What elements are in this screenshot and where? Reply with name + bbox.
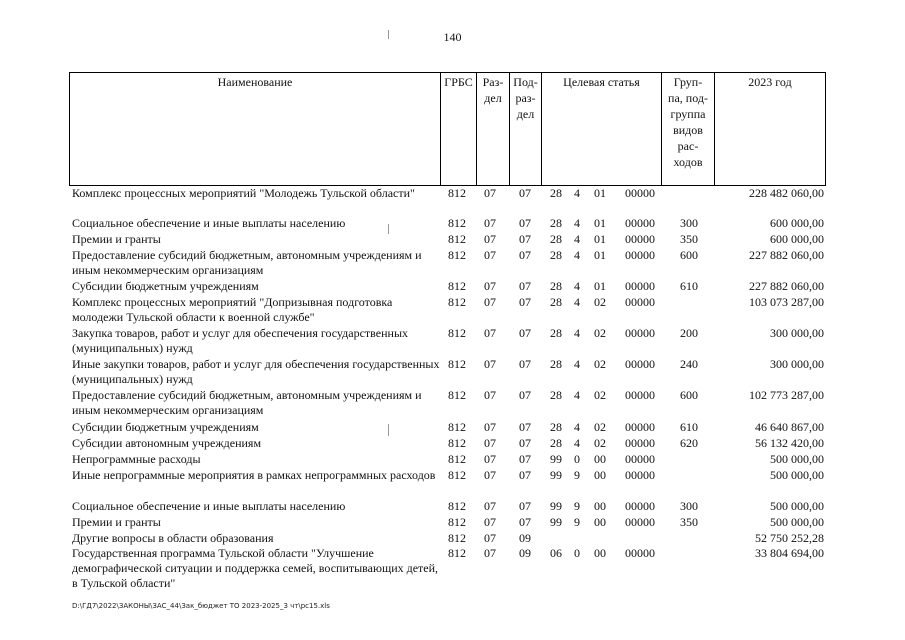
cell-podr: 07 [519, 388, 531, 402]
cell-grp: 610 [680, 279, 698, 293]
cell-cs2: 4 [574, 216, 580, 230]
cell-cs1: 99 [550, 452, 562, 466]
cell-razd: 07 [484, 232, 496, 246]
cell-cs1: 28 [550, 186, 562, 200]
cell-podr: 07 [519, 420, 531, 434]
cell-razd: 07 [484, 452, 496, 466]
scan-mark [388, 224, 389, 234]
cell-sum: 500 000,00 [770, 468, 824, 482]
cell-cs1: 28 [550, 295, 562, 309]
cell-cs4: 00000 [625, 546, 655, 560]
cell-name: Субсидии бюджетным учреждениям [72, 279, 259, 293]
cell-cs1: 28 [550, 248, 562, 262]
cell-name: Премии и гранты [72, 515, 161, 529]
cell-cs4: 00000 [625, 515, 655, 529]
cell-cs4: 00000 [625, 436, 655, 450]
cell-sum: 300 000,00 [770, 326, 824, 340]
cell-name: Предоставление субсидий бюджетным, автономным учреждениям и иным некоммерческим организациям [72, 388, 422, 417]
cell-sum: 33 804 694,00 [755, 546, 824, 560]
cell-cs4: 00000 [625, 326, 655, 340]
cell-cs3: 01 [594, 186, 606, 200]
cell-name: Субсидии бюджетным учреждениям [72, 420, 259, 434]
cell-cs4: 00000 [625, 216, 655, 230]
cell-cs4: 00000 [625, 357, 655, 371]
cell-sum: 46 640 867,00 [755, 420, 824, 434]
cell-name: Субсидии автономным учреждениям [72, 436, 262, 450]
cell-grbs: 812 [448, 279, 466, 293]
cell-grp: 300 [680, 499, 698, 513]
cell-cs4: 00000 [625, 388, 655, 402]
page-number: 140 [443, 30, 462, 44]
cell-grbs: 812 [448, 216, 466, 230]
cell-cs3: 01 [594, 248, 606, 262]
header-razdel: Раз- дел [476, 73, 509, 185]
cell-grbs: 812 [448, 186, 466, 200]
cell-cs3: 01 [594, 279, 606, 293]
cell-cs1: 28 [550, 216, 562, 230]
cell-grbs: 812 [448, 232, 466, 246]
cell-cs3: 01 [594, 216, 606, 230]
cell-cs2: 9 [574, 515, 580, 529]
cell-cs1: 28 [550, 357, 562, 371]
cell-cs2: 4 [574, 420, 580, 434]
cell-cs1: 28 [550, 232, 562, 246]
cell-cs1: 28 [550, 420, 562, 434]
cell-grbs: 812 [448, 436, 466, 450]
cell-name: Премии и гранты [72, 232, 161, 246]
scan-mark [388, 424, 389, 436]
cell-podr: 09 [519, 531, 531, 545]
cell-cs1: 99 [550, 499, 562, 513]
cell-sum: 228 482 060,00 [749, 186, 824, 200]
cell-sum: 227 882 060,00 [749, 248, 824, 262]
cell-grbs: 812 [448, 248, 466, 262]
header-podrazdel: Под- раз- дел [509, 73, 541, 185]
cell-grp: 600 [680, 388, 698, 402]
cell-cs4: 00000 [625, 248, 655, 262]
cell-cs2: 4 [574, 232, 580, 246]
cell-grbs: 812 [448, 295, 466, 309]
cell-razd: 07 [484, 279, 496, 293]
cell-cs2: 4 [574, 326, 580, 340]
cell-cs3: 02 [594, 388, 606, 402]
cell-cs4: 00000 [625, 468, 655, 482]
file-path-footer: D:\ГД7\2022\ЗАКОНЫ\ЗАС_44\Зак_бюджет ТО 2023-2025_3 чт\рс15.xls [72, 602, 330, 610]
cell-razd: 07 [484, 326, 496, 340]
cell-cs1: 99 [550, 468, 562, 482]
cell-name: Другие вопросы в области образования [72, 531, 274, 545]
cell-cs1: 28 [550, 388, 562, 402]
cell-podr: 07 [519, 295, 531, 309]
cell-cs4: 00000 [625, 232, 655, 246]
cell-cs3: 02 [594, 420, 606, 434]
cell-cs3: 02 [594, 357, 606, 371]
cell-name: Комплекс процессных мероприятий "Молодежь Тульской области" [72, 186, 415, 200]
cell-razd: 07 [484, 186, 496, 200]
cell-razd: 07 [484, 546, 496, 560]
cell-sum: 102 773 287,00 [749, 388, 824, 402]
cell-sum: 600 000,00 [770, 216, 824, 230]
cell-sum: 500 000,00 [770, 499, 824, 513]
cell-grp: 620 [680, 436, 698, 450]
cell-cs2: 4 [574, 279, 580, 293]
cell-podr: 07 [519, 248, 531, 262]
cell-cs3: 02 [594, 295, 606, 309]
cell-grbs: 812 [448, 499, 466, 513]
cell-cs4: 00000 [625, 295, 655, 309]
cell-cs3: 00 [594, 515, 606, 529]
header-gruppa-vidov-raskhodov: Груп- па, под- группа видов рас- ходов [661, 73, 714, 185]
cell-razd: 07 [484, 468, 496, 482]
cell-sum: 600 000,00 [770, 232, 824, 246]
cell-razd: 07 [484, 420, 496, 434]
cell-cs1: 28 [550, 279, 562, 293]
cell-grp: 240 [680, 357, 698, 371]
cell-podr: 07 [519, 499, 531, 513]
cell-grp: 300 [680, 216, 698, 230]
cell-razd: 07 [484, 499, 496, 513]
cell-grp: 350 [680, 515, 698, 529]
cell-razd: 07 [484, 515, 496, 529]
cell-name: Социальное обеспечение и иные выплаты населению [72, 216, 346, 230]
cell-cs2: 4 [574, 357, 580, 371]
cell-cs3: 00 [594, 499, 606, 513]
cell-podr: 07 [519, 216, 531, 230]
cell-grbs: 812 [448, 531, 466, 545]
cell-cs4: 00000 [625, 186, 655, 200]
cell-sum: 300 000,00 [770, 357, 824, 371]
cell-grbs: 812 [448, 452, 466, 466]
cell-cs2: 4 [574, 295, 580, 309]
cell-razd: 07 [484, 248, 496, 262]
cell-name: Иные непрограммные мероприятия в рамках непрограммных расходов [72, 468, 436, 482]
cell-cs3: 00 [594, 452, 606, 466]
cell-podr: 07 [519, 468, 531, 482]
cell-grbs: 812 [448, 357, 466, 371]
cell-grbs: 812 [448, 468, 466, 482]
cell-cs3: 02 [594, 326, 606, 340]
header-grbs: ГРБС [440, 73, 476, 185]
cell-cs2: 4 [574, 388, 580, 402]
cell-sum: 52 750 252,28 [755, 531, 824, 545]
cell-name: Закупка товаров, работ и услуг для обеспечения государственных (муниципальных) нужд [72, 326, 409, 355]
cell-grp: 350 [680, 232, 698, 246]
cell-cs3: 00 [594, 468, 606, 482]
cell-cs4: 00000 [625, 279, 655, 293]
cell-sum: 56 132 420,00 [755, 436, 824, 450]
cell-cs4: 00000 [625, 452, 655, 466]
cell-razd: 07 [484, 216, 496, 230]
cell-cs2: 4 [574, 186, 580, 200]
cell-name: Предоставление субсидий бюджетным, автономным учреждениям и иным некоммерческим организациям [72, 248, 422, 277]
cell-sum: 500 000,00 [770, 515, 824, 529]
cell-cs2: 4 [574, 248, 580, 262]
cell-name: Непрограммные расходы [72, 452, 201, 466]
cell-podr: 07 [519, 232, 531, 246]
cell-cs1: 99 [550, 515, 562, 529]
cell-sum: 103 073 287,00 [749, 295, 824, 309]
cell-podr: 07 [519, 515, 531, 529]
cell-podr: 07 [519, 326, 531, 340]
cell-name: Иные закупки товаров, работ и услуг для обеспечения государственных (муниципальных) нужд [72, 357, 440, 386]
cell-cs2: 0 [574, 452, 580, 466]
cell-cs1: 28 [550, 436, 562, 450]
cell-cs4: 00000 [625, 499, 655, 513]
cell-grp: 610 [680, 420, 698, 434]
table-header [69, 72, 826, 186]
cell-razd: 07 [484, 295, 496, 309]
cell-grbs: 812 [448, 326, 466, 340]
cell-razd: 07 [484, 531, 496, 545]
cell-grp: 200 [680, 326, 698, 340]
header-tselevaya-statya: Целевая статья [541, 73, 661, 185]
cell-cs3: 01 [594, 232, 606, 246]
cell-razd: 07 [484, 388, 496, 402]
cell-razd: 07 [484, 357, 496, 371]
cell-podr: 07 [519, 357, 531, 371]
cell-cs1: 06 [550, 546, 562, 560]
cell-grbs: 812 [448, 515, 466, 529]
cell-cs1: 28 [550, 326, 562, 340]
cell-cs4: 00000 [625, 420, 655, 434]
scan-mark [388, 30, 389, 39]
cell-name: Социальное обеспечение и иные выплаты населению [72, 499, 346, 513]
cell-cs2: 9 [574, 468, 580, 482]
cell-podr: 07 [519, 452, 531, 466]
cell-name: Комплекс процессных мероприятий "Допризывная подготовка молодежи Тульской области к военной службе" [72, 295, 393, 324]
cell-sum: 227 882 060,00 [749, 279, 824, 293]
cell-razd: 07 [484, 436, 496, 450]
cell-cs3: 00 [594, 546, 606, 560]
cell-podr: 07 [519, 279, 531, 293]
cell-grbs: 812 [448, 546, 466, 560]
cell-cs2: 9 [574, 499, 580, 513]
header-name: Наименование [217, 75, 293, 89]
cell-name: Государственная программа Тульской области "Улучшение демографической ситуации и поддержка семей, воспитывающих детей, в Тульской области" [72, 546, 439, 590]
cell-podr: 07 [519, 186, 531, 200]
cell-grbs: 812 [448, 388, 466, 402]
cell-cs3: 02 [594, 436, 606, 450]
header-year: 2023 год [714, 73, 825, 185]
cell-sum: 500 000,00 [770, 452, 824, 466]
cell-podr: 07 [519, 436, 531, 450]
cell-podr: 09 [519, 546, 531, 560]
cell-cs2: 0 [574, 546, 580, 560]
cell-grp: 600 [680, 248, 698, 262]
cell-grbs: 812 [448, 420, 466, 434]
cell-cs2: 4 [574, 436, 580, 450]
